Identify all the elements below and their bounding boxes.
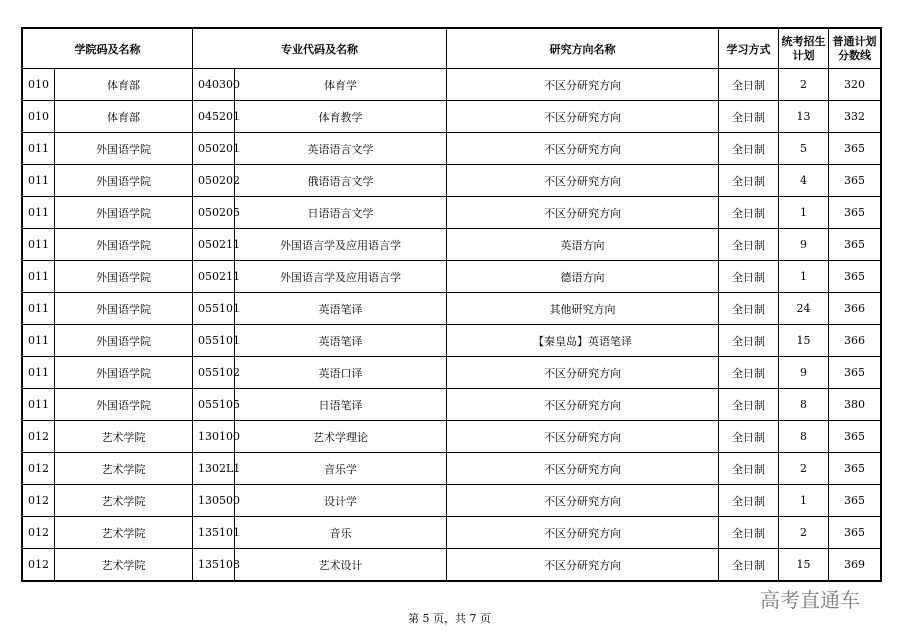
cell-college-name: 艺术学院 — [55, 517, 193, 549]
cell-direction: 【秦皇岛】英语笔译 — [447, 325, 719, 357]
cell-quota: 8 — [779, 389, 829, 421]
cell-college-code: 011 — [23, 389, 55, 421]
cell-college-name: 体育部 — [55, 101, 193, 133]
cell-major-code: 135101 — [193, 517, 235, 549]
cell-college-name: 外国语学院 — [55, 229, 193, 261]
cell-major-code: 050202 — [193, 165, 235, 197]
watermark-text: 高考直通车 — [760, 588, 860, 612]
cell-mode: 全日制 — [719, 325, 779, 357]
header-quota: 统考招生计划 — [779, 29, 829, 69]
cell-direction: 不区分研究方向 — [447, 69, 719, 101]
cell-college-name: 外国语学院 — [55, 197, 193, 229]
cell-quota: 1 — [779, 197, 829, 229]
cell-score: 366 — [829, 325, 881, 357]
cell-score: 380 — [829, 389, 881, 421]
cell-major-code: 130500 — [193, 485, 235, 517]
cell-quota: 13 — [779, 101, 829, 133]
cell-major-code: 055105 — [193, 389, 235, 421]
cell-major-name: 俄语语言文学 — [235, 165, 447, 197]
table-row — [23, 197, 881, 229]
table-row — [23, 69, 881, 101]
cell-score: 365 — [829, 133, 881, 165]
table-row — [23, 421, 881, 453]
cell-college-name: 外国语学院 — [55, 325, 193, 357]
cell-direction: 不区分研究方向 — [447, 197, 719, 229]
cell-major-name: 体育学 — [235, 69, 447, 101]
cell-college-code: 011 — [23, 229, 55, 261]
cell-mode: 全日制 — [719, 389, 779, 421]
table-body — [23, 69, 881, 581]
cell-quota: 2 — [779, 69, 829, 101]
cell-quota: 4 — [779, 165, 829, 197]
cell-direction: 不区分研究方向 — [447, 517, 719, 549]
cell-major-name: 音乐 — [235, 517, 447, 549]
cell-score: 365 — [829, 421, 881, 453]
cell-college-name: 艺术学院 — [55, 453, 193, 485]
cell-score: 365 — [829, 165, 881, 197]
table-row — [23, 517, 881, 549]
cell-major-name: 音乐学 — [235, 453, 447, 485]
cell-major-name: 体育教学 — [235, 101, 447, 133]
header-direction: 研究方向名称 — [447, 29, 719, 69]
cell-mode: 全日制 — [719, 261, 779, 293]
header-major: 专业代码及名称 — [193, 29, 447, 69]
cell-major-code: 055101 — [193, 325, 235, 357]
cell-major-name: 艺术学理论 — [235, 421, 447, 453]
table-row — [23, 133, 881, 165]
cell-major-code: 050211 — [193, 229, 235, 261]
cell-direction: 英语方向 — [447, 229, 719, 261]
cell-direction: 其他研究方向 — [447, 293, 719, 325]
cell-major-name: 日语语言文学 — [235, 197, 447, 229]
cell-direction: 不区分研究方向 — [447, 549, 719, 581]
table-row — [23, 101, 881, 133]
cell-score: 365 — [829, 357, 881, 389]
table-row — [23, 549, 881, 581]
cell-quota: 9 — [779, 357, 829, 389]
cell-score: 332 — [829, 101, 881, 133]
cell-score: 320 — [829, 69, 881, 101]
cell-college-code: 012 — [23, 549, 55, 581]
cell-college-code: 011 — [23, 325, 55, 357]
cell-quota: 1 — [779, 485, 829, 517]
cell-college-code: 011 — [23, 197, 55, 229]
table-row — [23, 165, 881, 197]
cell-major-name: 英语笔译 — [235, 325, 447, 357]
table-row — [23, 325, 881, 357]
cell-direction: 不区分研究方向 — [447, 133, 719, 165]
cell-college-name: 外国语学院 — [55, 389, 193, 421]
admission-table — [22, 28, 881, 581]
cell-score: 366 — [829, 293, 881, 325]
cell-major-name: 设计学 — [235, 485, 447, 517]
cell-quota: 2 — [779, 517, 829, 549]
cell-college-name: 艺术学院 — [55, 485, 193, 517]
cell-mode: 全日制 — [719, 133, 779, 165]
cell-quota: 8 — [779, 421, 829, 453]
cell-major-code: 130100 — [193, 421, 235, 453]
cell-mode: 全日制 — [719, 69, 779, 101]
cell-college-code: 011 — [23, 261, 55, 293]
header-mode: 学习方式 — [719, 29, 779, 69]
cell-major-name: 英语笔译 — [235, 293, 447, 325]
cell-quota: 2 — [779, 453, 829, 485]
cell-major-code: 045201 — [193, 101, 235, 133]
cell-mode: 全日制 — [719, 485, 779, 517]
table-row — [23, 261, 881, 293]
cell-quota: 24 — [779, 293, 829, 325]
header-college: 学院码及名称 — [23, 29, 193, 69]
cell-mode: 全日制 — [719, 165, 779, 197]
cell-college-code: 012 — [23, 421, 55, 453]
cell-score: 365 — [829, 197, 881, 229]
table-row — [23, 293, 881, 325]
cell-score: 369 — [829, 549, 881, 581]
cell-score: 365 — [829, 517, 881, 549]
cell-mode: 全日制 — [719, 357, 779, 389]
cell-college-name: 外国语学院 — [55, 293, 193, 325]
cell-mode: 全日制 — [719, 197, 779, 229]
cell-college-code: 011 — [23, 133, 55, 165]
cell-college-name: 艺术学院 — [55, 421, 193, 453]
cell-mode: 全日制 — [719, 517, 779, 549]
cell-mode: 全日制 — [719, 453, 779, 485]
cell-major-code: 1302L1 — [193, 453, 235, 485]
table-row — [23, 453, 881, 485]
cell-score: 365 — [829, 229, 881, 261]
cell-quota: 15 — [779, 549, 829, 581]
cell-major-code: 055101 — [193, 293, 235, 325]
cell-mode: 全日制 — [719, 421, 779, 453]
cell-major-name: 外国语言学及应用语言学 — [235, 229, 447, 261]
cell-score: 365 — [829, 485, 881, 517]
cell-quota: 15 — [779, 325, 829, 357]
cell-major-name: 艺术设计 — [235, 549, 447, 581]
cell-score: 365 — [829, 261, 881, 293]
cell-quota: 5 — [779, 133, 829, 165]
cell-major-code: 040300 — [193, 69, 235, 101]
cell-college-code: 012 — [23, 517, 55, 549]
cell-quota: 1 — [779, 261, 829, 293]
page-footer: 第 5 页，共 7 页 — [408, 612, 491, 625]
cell-quota: 9 — [779, 229, 829, 261]
cell-direction: 不区分研究方向 — [447, 453, 719, 485]
cell-college-name: 外国语学院 — [55, 357, 193, 389]
cell-major-code: 050201 — [193, 133, 235, 165]
table-row — [23, 357, 881, 389]
cell-direction: 不区分研究方向 — [447, 421, 719, 453]
cell-major-code: 050211 — [193, 261, 235, 293]
cell-college-code: 012 — [23, 453, 55, 485]
cell-college-code: 010 — [23, 69, 55, 101]
cell-mode: 全日制 — [719, 293, 779, 325]
cell-college-code: 011 — [23, 165, 55, 197]
table-row — [23, 389, 881, 421]
cell-direction: 不区分研究方向 — [447, 389, 719, 421]
cell-direction: 不区分研究方向 — [447, 357, 719, 389]
table-row — [23, 229, 881, 261]
cell-major-name: 英语口译 — [235, 357, 447, 389]
cell-college-name: 外国语学院 — [55, 133, 193, 165]
cell-major-name: 日语笔译 — [235, 389, 447, 421]
cell-college-code: 011 — [23, 293, 55, 325]
table-header-row — [23, 29, 881, 69]
cell-mode: 全日制 — [719, 549, 779, 581]
cell-direction: 不区分研究方向 — [447, 165, 719, 197]
cell-college-code: 010 — [23, 101, 55, 133]
cell-college-name: 外国语学院 — [55, 261, 193, 293]
cell-direction: 德语方向 — [447, 261, 719, 293]
cell-major-name: 外国语言学及应用语言学 — [235, 261, 447, 293]
cell-mode: 全日制 — [719, 229, 779, 261]
cell-major-code: 055102 — [193, 357, 235, 389]
cell-direction: 不区分研究方向 — [447, 485, 719, 517]
cell-mode: 全日制 — [719, 101, 779, 133]
table-row — [23, 485, 881, 517]
cell-college-name: 外国语学院 — [55, 165, 193, 197]
cell-major-code: 050205 — [193, 197, 235, 229]
cell-college-name: 艺术学院 — [55, 549, 193, 581]
cell-college-name: 体育部 — [55, 69, 193, 101]
cell-major-code: 135108 — [193, 549, 235, 581]
cell-direction: 不区分研究方向 — [447, 101, 719, 133]
cell-major-name: 英语语言文学 — [235, 133, 447, 165]
cell-college-code: 011 — [23, 357, 55, 389]
cell-score: 365 — [829, 453, 881, 485]
header-score: 普通计划分数线 — [829, 29, 881, 69]
cell-college-code: 012 — [23, 485, 55, 517]
